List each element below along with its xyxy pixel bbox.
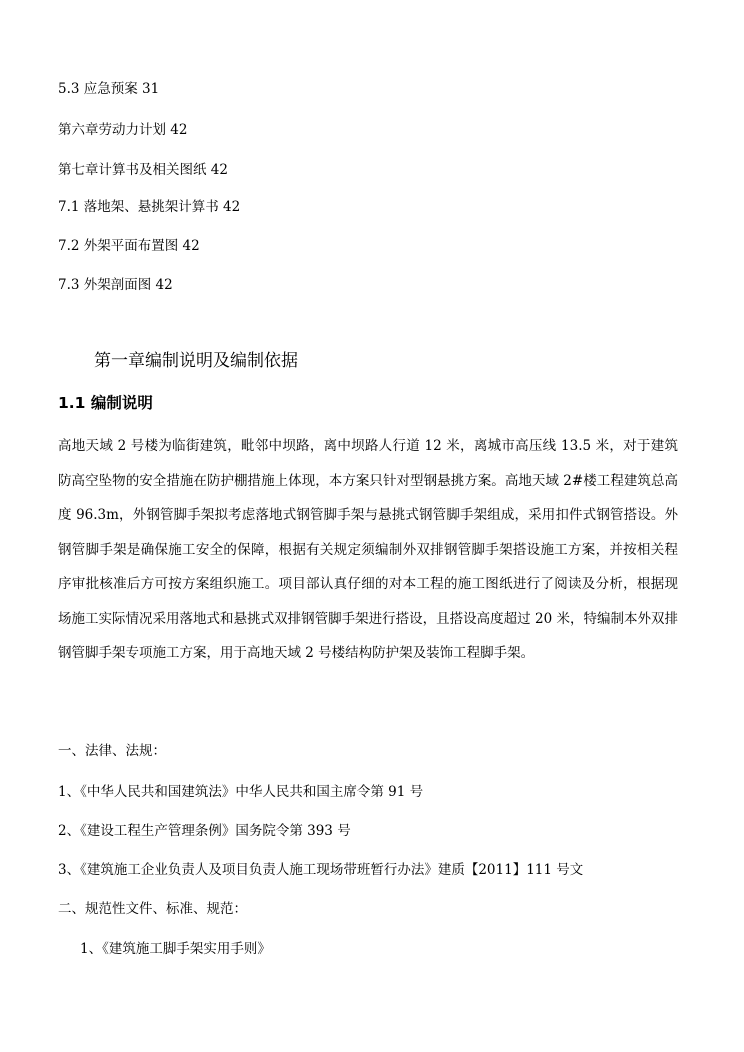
description-paragraph: 高地天域 2 号楼为临街建筑，毗邻中坝路，离中坝路人行道 12 米，离城市高压线 13.5 米，对于建筑防高空坠物的安全措施在防护棚措施上体现，本方案只针对型钢悬挑方案。高地天域 2#楼工程建筑总高度 96.3m，外钢管脚手架拟考虑落地式钢管脚手架与悬挑式钢管脚手架组成，采用扣件式钢管搭设。外钢管脚手架是确保施工安全的保障，根据有关规定须编制外双排钢管脚手架搭设施工方案，并按相关程序审批核准后方可按方案组织施工。项目部认真仔细的对本工程的施工图纸进行了阅读及分析，根据现场施工实际情况采用落地式和悬挑式双排钢管脚手架进行搭设，且搭设高度超过 20 米，特编制本外双排钢管脚手架专项施工方案，用于高地天域 2 号楼结构防护架及装饰工程脚手架。 bbox=[58, 438, 678, 661]
toc-item-5-3: 5.3 应急预案 31 bbox=[58, 81, 160, 97]
toc-item-chapter-6: 第六章劳动力计划 42 bbox=[58, 122, 188, 138]
law-item-3: 3、《建筑施工企业负责人及项目负责人施工现场带班暂行办法》建质【2011】111 号文 bbox=[58, 862, 584, 878]
toc-item-7-1: 7.1 落地架、悬挑架计算书 42 bbox=[58, 199, 241, 215]
laws-heading: 一、法律、法规： bbox=[58, 743, 166, 759]
toc-item-chapter-7: 第七章计算书及相关图纸 42 bbox=[58, 162, 228, 178]
toc-item-7-2: 7.2 外架平面布置图 42 bbox=[58, 238, 200, 254]
toc-item-7-3: 7.3 外架剖面图 42 bbox=[58, 277, 173, 293]
law-item-1: 1、《中华人民共和国建筑法》中华人民共和国主席令第 91 号 bbox=[58, 784, 424, 800]
norm-item-1: 1、《建筑施工脚手架实用手则》 bbox=[80, 941, 271, 957]
law-item-2: 2、《建设工程生产管理条例》国务院令第 393 号 bbox=[58, 823, 351, 839]
norms-heading: 二、规范性文件、标准、规范： bbox=[58, 901, 247, 917]
section-title: 1.1 编制说明 bbox=[58, 394, 153, 412]
chapter-title: 第一章编制说明及编制依据 bbox=[94, 351, 298, 371]
